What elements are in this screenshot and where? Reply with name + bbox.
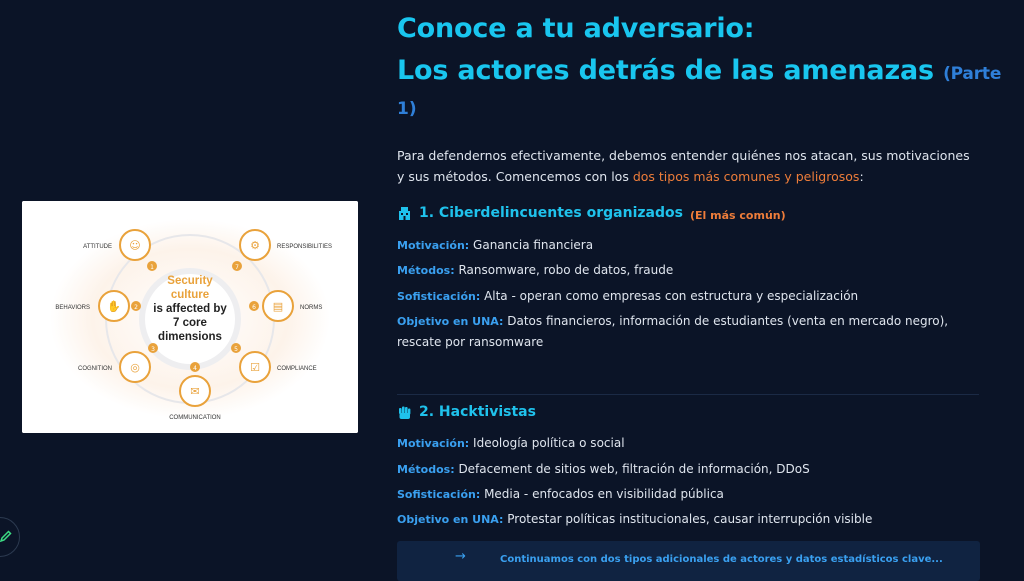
intro-text-end: : <box>859 169 864 184</box>
arrow-right-icon: → <box>455 549 466 564</box>
security-culture-diagram <box>22 201 358 433</box>
svg-text:COMPLIANCE: COMPLIANCE <box>277 366 317 372</box>
svg-text:NORMS: NORMS <box>300 305 323 311</box>
section-2-title: 2. Hacktivistas <box>419 404 536 420</box>
page-title-parte-number: 1) <box>397 99 417 119</box>
section-1-heading <box>397 205 683 221</box>
page-title-line1: Conoce a tu adversario: <box>397 13 755 44</box>
svg-text:⚙: ⚙ <box>250 239 260 252</box>
svg-text:5: 5 <box>234 346 238 353</box>
pencil-icon <box>0 529 13 543</box>
page-title-main: Los actores detrás de las amenazas <box>397 55 934 86</box>
section-2-row-motivacion: Motivación: Ideología política o social <box>397 436 625 450</box>
section-1-row-objetivo: Objetivo en UNA: Datos financieros, información de estudiantes (venta en mercado negro), rescate por ransomware <box>397 314 949 349</box>
svg-text:✉: ✉ <box>190 385 200 398</box>
svg-text:3: 3 <box>151 346 155 353</box>
center-line1: Security <box>167 275 213 287</box>
intro-highlight: dos tipos más comunes y peligrosos <box>632 169 860 184</box>
section-2-heading <box>397 404 536 420</box>
continue-text: Continuamos con dos tipos adicionales de actores y datos estadísticos clave... <box>500 554 943 565</box>
section-2-row-metodos: Métodos: Defacement de sitios web, filtración de información, DDoS <box>397 462 810 476</box>
svg-text:☑: ☑ <box>250 361 260 374</box>
security-culture-image <box>22 201 358 433</box>
svg-text:1: 1 <box>150 264 154 271</box>
section-1-row-motivacion: Motivación: Ganancia financiera <box>397 238 594 252</box>
svg-text:2: 2 <box>134 304 138 311</box>
page-title-line2 <box>397 55 1001 86</box>
center-line3: is affected by <box>153 303 227 315</box>
continue-banner[interactable] <box>397 541 980 581</box>
svg-text:7: 7 <box>235 264 239 271</box>
building-icon <box>397 206 412 221</box>
section-1-row-metodos: Métodos: Ransomware, robo de datos, fraude <box>397 263 674 277</box>
intro-text: Para defendernos efectivamente, debemos entender quiénes nos atacan, sus motivaciones y sus métodos. Comencemos con los <box>397 148 970 184</box>
center-line5: dimensions <box>158 331 222 343</box>
svg-text:RESPONSIBILITIES: RESPONSIBILITIES <box>277 244 333 250</box>
section-2-row-sofisticacion: Sofisticación: Media - enfocados en visibilidad pública <box>397 487 724 501</box>
section-divider <box>397 394 979 395</box>
fist-icon <box>397 405 412 420</box>
center-line4: 7 core <box>173 317 207 329</box>
svg-text:COGNITION: COGNITION <box>78 366 112 372</box>
floating-edit-button[interactable] <box>0 517 20 557</box>
svg-text:◎: ◎ <box>130 361 140 374</box>
intro-paragraph <box>397 145 977 187</box>
section-1-badge: (El más común) <box>690 209 786 222</box>
svg-text:4: 4 <box>193 365 197 372</box>
page-title-parte: (Parte <box>943 64 1002 84</box>
section-1-row-sofisticacion: Sofisticación: Alta - operan como empresas con estructura y especialización <box>397 289 859 303</box>
svg-text:ATTITUDE: ATTITUDE <box>83 244 112 250</box>
svg-text:☺: ☺ <box>129 239 141 252</box>
section-2-row-objetivo: Objetivo en UNA: Protestar políticas institucionales, causar interrupción visible <box>397 512 873 526</box>
svg-text:COMMUNICATION: COMMUNICATION <box>169 415 221 421</box>
center-line2: culture <box>170 289 210 301</box>
section-1-title: 1. Ciberdelincuentes organizados <box>419 205 683 221</box>
svg-text:6: 6 <box>252 304 256 311</box>
svg-text:BEHAVIORS: BEHAVIORS <box>55 305 90 311</box>
svg-text:✋: ✋ <box>107 300 121 313</box>
svg-text:▤: ▤ <box>272 300 284 313</box>
